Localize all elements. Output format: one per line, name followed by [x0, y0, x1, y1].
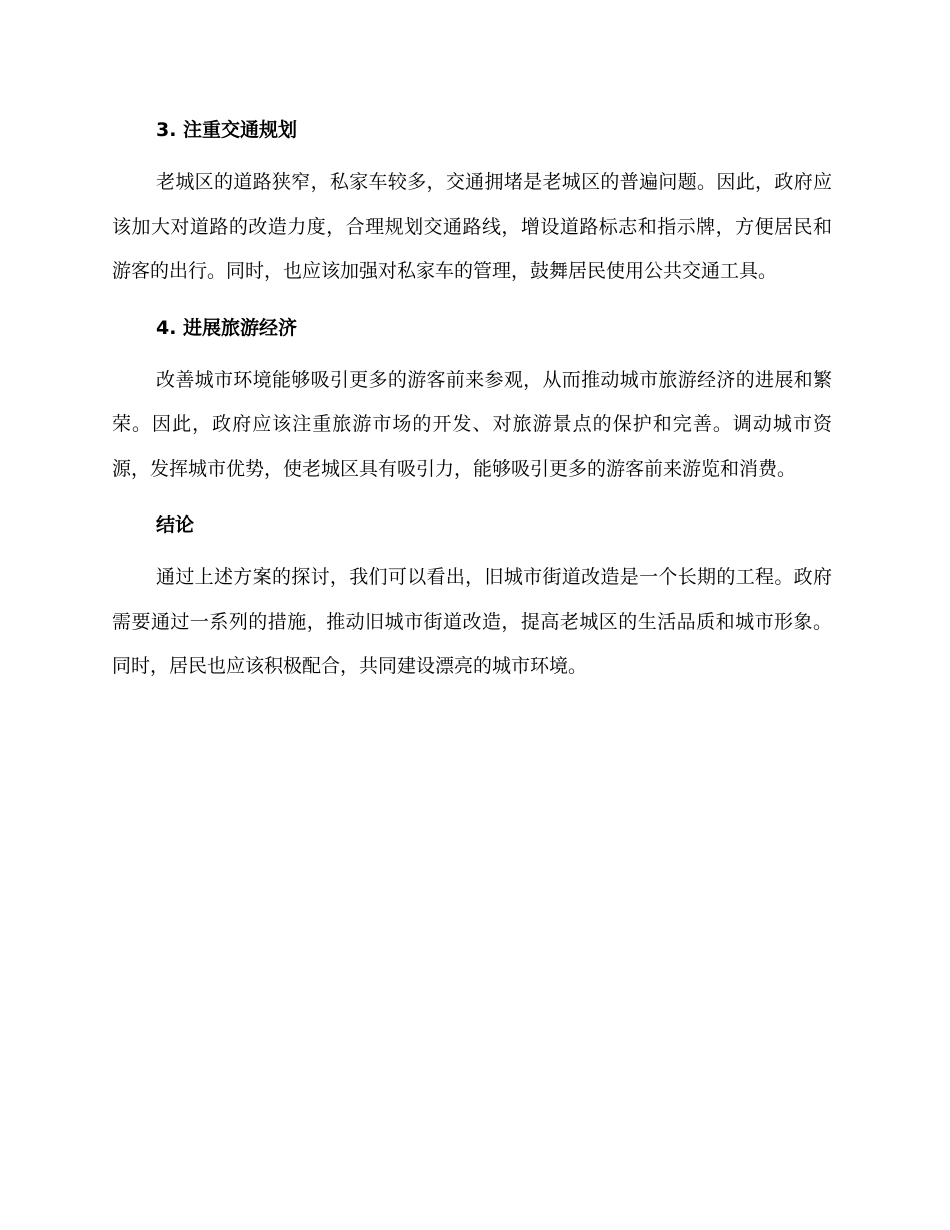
section-heading: 3. 注重交通规划	[156, 119, 298, 141]
document-body	[112, 110, 832, 703]
section-paragraph: 改善城市环境能够吸引更多的游客前来参观，从而推动城市旅游经济的进展和繁荣。因此，政府应该注重旅游市场的开发、对旅游景点的保护和完善。调动城市资源，发挥城市优势，使老城区具有吸引力，能够吸引更多的游客前来游览和消费。	[112, 368, 832, 480]
section-heading: 4. 进展旅游经济	[156, 316, 298, 339]
section-traffic-planning	[112, 110, 832, 294]
section-paragraph: 通过上述方案的探讨，我们可以看出，旧城市街道改造是一个长期的工程。政府需要通过一系列的措施，推动旧城市街道改造，提高老城区的生活品质和城市形象。同时，居民也应该积极配合，共同建设漂亮的城市环境。	[112, 566, 832, 677]
section-paragraph: 老城区的道路狭窄，私家车较多，交通拥堵是老城区的普遍问题。因此，政府应该加大对道路的改造力度，合理规划交通路线，增设道路标志和指示牌，方便居民和游客的出行。同时，也应该加强对私家车的管理，鼓舞居民使用公共交通工具。	[112, 171, 832, 282]
section-conclusion	[112, 505, 832, 689]
section-tourism-economy	[112, 308, 832, 492]
section-heading: 结论	[156, 514, 195, 536]
